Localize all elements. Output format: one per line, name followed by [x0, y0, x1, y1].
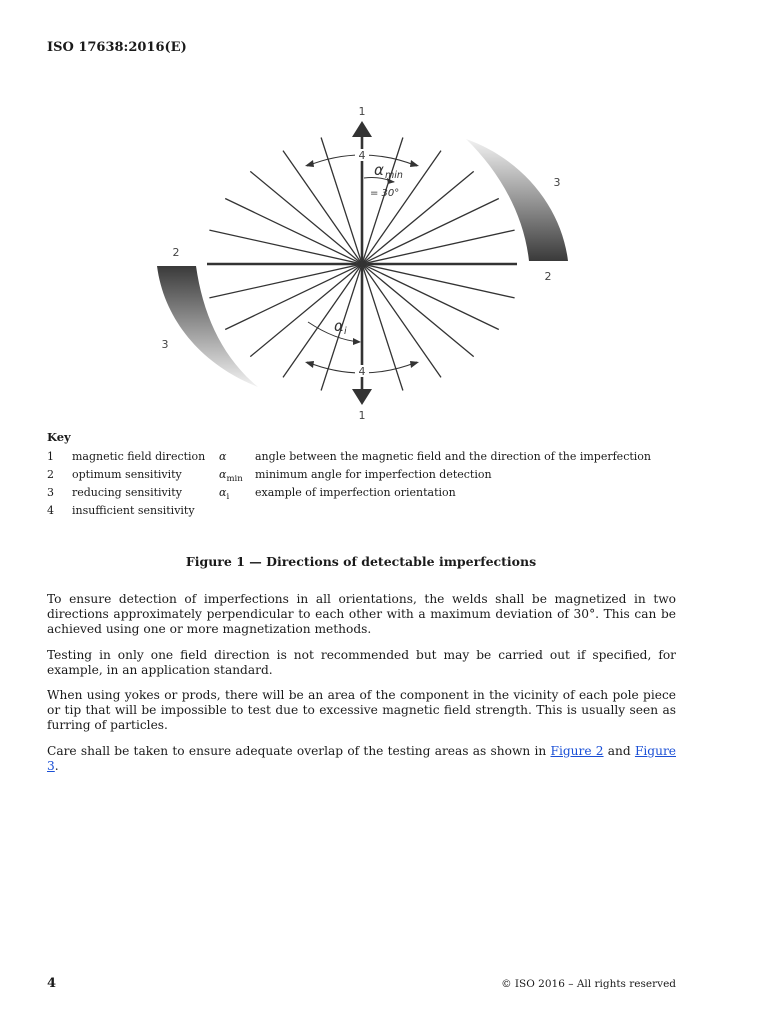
document-id-header: ISO 17638:2016(E) [47, 40, 187, 55]
alpha-i-symbol: α [334, 317, 344, 335]
figure-caption: Figure 1 — Directions of detectable imperfections [185, 554, 537, 569]
label-1-bottom: 1 [358, 409, 366, 422]
alpha-min-symbol: α [374, 161, 384, 179]
arrow-down-icon [352, 389, 372, 405]
label-3-left: 3 [161, 338, 169, 351]
arrow-up-icon [352, 121, 372, 137]
key-symbol-text: angle between the magnetic field and the direction of the imperfection [255, 450, 651, 463]
paragraph: Care shall be taken to ensure adequate overlap of the testing areas as shown in Figure 2 and Figure 3. [47, 743, 676, 773]
label-3-right: 3 [553, 176, 561, 189]
label-2-left: 2 [172, 246, 180, 259]
alpha-i-arrow-icon [353, 338, 361, 345]
paragraph: To ensure detection of imperfections in all orientations, the welds shall be magnetized in two directions approximately perpendicular to each other with a maximum deviation of 30°. This can be achieved using one or more magnetization methods. [47, 592, 676, 637]
directions-diagram [150, 100, 580, 425]
page-number: 4 [47, 976, 57, 991]
key-title: Key [47, 430, 71, 444]
key-text: reducing sensitivity [72, 486, 182, 499]
top-arc-arrow-right-icon [410, 160, 419, 167]
right-sensitivity-band [466, 139, 568, 261]
label-1-top: 1 [358, 105, 366, 118]
key-text: magnetic field direction [72, 450, 206, 463]
key-number: 1 [47, 450, 54, 463]
label-2-right: 2 [544, 270, 552, 283]
key-text: insufficient sensitivity [72, 504, 195, 517]
key-symbol: $\alpha_{min}$ [219, 468, 243, 485]
copyright-notice: © ISO 2016 – All rights reserved [501, 978, 676, 990]
paragraph: Testing in only one field direction is not recommended but may be carried out if specified, for example, in an application standard. [47, 647, 676, 677]
key-number: 2 [47, 468, 54, 481]
key-symbol-text: example of imperfection orientation [255, 486, 456, 499]
figure-2-link[interactable]: Figure 2 [550, 743, 604, 758]
bottom-arc-arrow-right-icon [410, 361, 419, 368]
key-symbol: α [219, 450, 227, 463]
label-4-bottom: 4 [358, 365, 366, 378]
paragraph: When using yokes or prods, there will be an area of the component in the vicinity of each pole piece or tip that will be impossible to test due to excessive magnetic field strength. This is usually seen as furring of particles. [47, 688, 676, 733]
key-symbol: $\alpha_i$ [219, 486, 230, 503]
figure-3-link[interactable]: Figure 3 [47, 743, 676, 773]
top-arc-arrow-left-icon [305, 160, 314, 167]
left-sensitivity-band [157, 266, 258, 387]
key-number: 3 [47, 486, 54, 499]
alpha-i-subscript: i [344, 326, 347, 337]
alpha-min-value: = 30° [370, 188, 400, 199]
figure-1-diagram [150, 100, 580, 425]
key-text: optimum sensitivity [72, 468, 182, 481]
bottom-arc-arrow-left-icon [305, 361, 314, 368]
body-text [47, 592, 676, 784]
key-number: 4 [47, 504, 54, 517]
alpha-min-subscript: min [385, 170, 403, 181]
key-symbol-text: minimum angle for imperfection detection [255, 468, 492, 481]
label-4-top: 4 [358, 149, 366, 162]
